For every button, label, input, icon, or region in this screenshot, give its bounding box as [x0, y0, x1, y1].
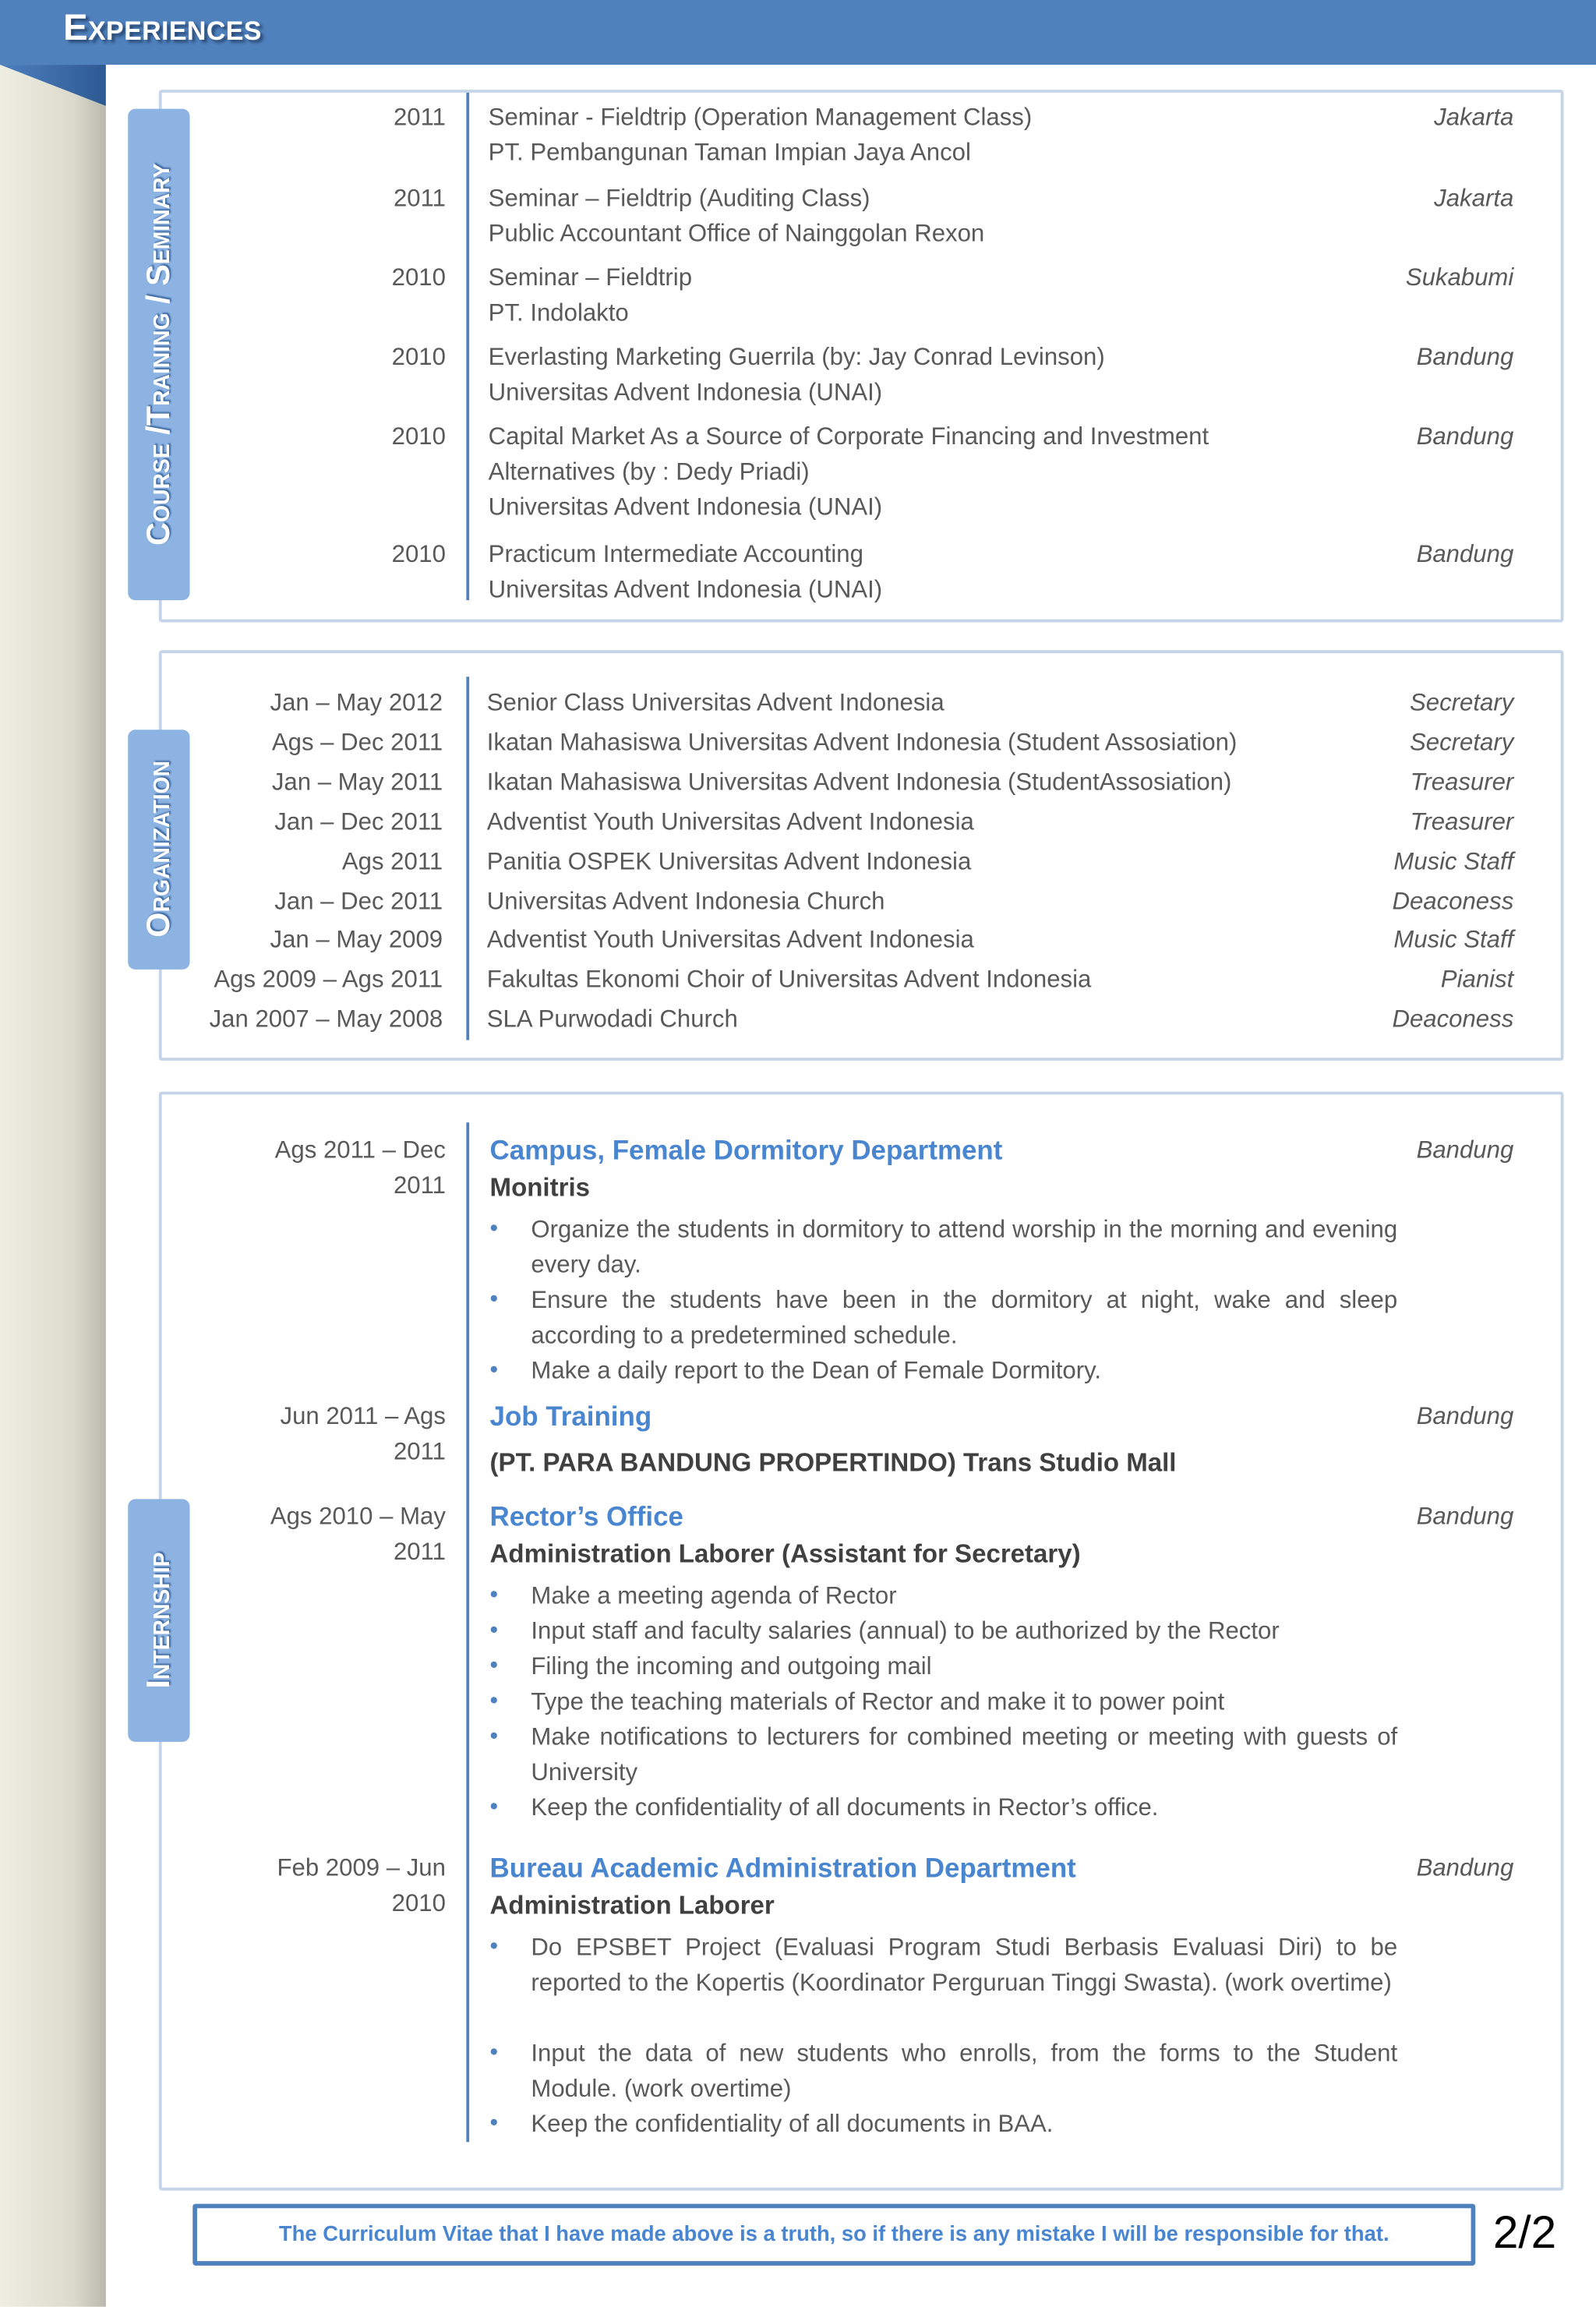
org-name: SLA Purwodadi Church	[486, 1006, 738, 1033]
bullet-icon: •	[489, 1618, 499, 1644]
intern-position: Administration Laborer	[489, 1890, 775, 1920]
course-location: Bandung	[1416, 423, 1514, 450]
course-line: PT. Pembangunan Taman Impian Jaya Ancol	[488, 140, 971, 167]
org-period: Ags 2009 – Ags 2011	[214, 966, 443, 994]
bullet-icon: •	[489, 1794, 499, 1820]
course-line: Universitas Advent Indonesia (UNAI)	[488, 576, 883, 603]
course-line: Capital Market As a Source of Corporate Financing and Investment	[488, 423, 1209, 450]
course-year: 2010	[391, 423, 446, 450]
org-name: Ikatan Mahasiswa Universitas Advent Indonesia (Student Assosiation)	[486, 730, 1238, 756]
org-name: Adventist Youth Universitas Advent Indonesia	[486, 808, 974, 836]
course-line: Seminar – Fieldtrip (Auditing Class)	[488, 185, 870, 212]
organization-divider	[466, 677, 469, 1040]
org-role: Pianist	[1440, 966, 1514, 994]
intern-period: Ags 2011 – Dec	[274, 1137, 446, 1164]
intern-period: 2011	[393, 1439, 446, 1466]
intern-bullet: Ensure the students have been in the dormitory at night, wake and sleep according to a predetermined schedule.	[531, 1287, 1398, 1349]
course-location: Sukabumi	[1405, 264, 1514, 291]
intern-title: Rector’s Office	[489, 1500, 683, 1532]
intern-bullet: Input staff and faculty salaries (annual) to be authorized by the Rector	[531, 1618, 1280, 1645]
bullet-icon: •	[489, 1217, 499, 1242]
org-name: Senior Class Universitas Advent Indonesia	[486, 690, 945, 717]
intern-bullet: Make a daily report to the Dean of Female Dormitory.	[531, 1358, 1102, 1385]
course-line: Practicum Intermediate Accounting	[488, 541, 863, 568]
org-name: Universitas Advent Indonesia Church	[486, 888, 885, 915]
intern-title: Bureau Academic Administration Department	[489, 1852, 1076, 1884]
course-line: Everlasting Marketing Guerrila (by: Jay Conrad Levinson)	[488, 344, 1105, 371]
org-period: Jan – May 2012	[270, 690, 443, 717]
intern-period: 2010	[391, 1890, 446, 1917]
org-role: Music Staff	[1393, 927, 1514, 954]
intern-period: 2011	[393, 1539, 446, 1566]
intern-bullet: Input the data of new students who enrolls, from the forms to the Student Module. (work overtime)	[531, 2040, 1398, 2103]
bullet-icon: •	[489, 1358, 499, 1383]
course-line: Public Accountant Office of Nainggolan Rexon	[488, 221, 985, 248]
course-year: 2010	[391, 344, 446, 371]
internship-divider	[466, 1122, 469, 2142]
intern-position: (PT. PARA BANDUNG PROPERTINDO) Trans Studio Mall	[489, 1447, 1177, 1478]
section-header	[0, 0, 1596, 65]
course-line: Alternatives (by : Dedy Priadi)	[488, 458, 810, 486]
intern-bullet: Keep the confidentiality of all documents in Rector’s office.	[531, 1794, 1159, 1821]
bullet-icon: •	[489, 2040, 499, 2066]
course-line: PT. Indolakto	[488, 300, 629, 327]
org-role: Music Staff	[1393, 848, 1514, 875]
intern-bullet: Type the teaching materials of Rector and make it to power point	[531, 1688, 1225, 1715]
org-period: Ags 2011	[341, 848, 443, 875]
org-role: Deaconess	[1392, 888, 1514, 915]
course-year: 2010	[391, 541, 446, 568]
org-role: Secretary	[1410, 730, 1514, 756]
org-period: Jan – May 2011	[271, 768, 443, 796]
intern-bullet: Organize the students in dormitory to attend worship in the morning and evening every day.	[531, 1217, 1398, 1279]
course-location: Jakarta	[1434, 104, 1514, 131]
org-role: Treasurer	[1410, 808, 1514, 836]
org-name: Fakultas Ekonomi Choir of Universitas Advent Indonesia	[486, 966, 1092, 994]
bullet-icon: •	[489, 1287, 499, 1312]
org-period: Jan 2007 – May 2008	[209, 1006, 443, 1033]
course-line: Seminar – Fieldtrip	[488, 264, 693, 291]
org-period: Jan – Dec 2011	[274, 808, 443, 836]
intern-title: Campus, Female Dormitory Department	[489, 1134, 1003, 1165]
org-name: Ikatan Mahasiswa Universitas Advent Indonesia (StudentAssosiation)	[486, 768, 1232, 796]
intern-location: Bandung	[1416, 1503, 1514, 1531]
course-line: Seminar - Fieldtrip (Operation Management Class)	[488, 104, 1033, 131]
intern-period: Jun 2011 – Ags	[280, 1403, 446, 1430]
intern-position: Administration Laborer (Assistant for Secretary)	[489, 1539, 1081, 1569]
org-role: Treasurer	[1410, 768, 1514, 796]
intern-bullet: Make notifications to lecturers for combined meeting or meeting with guests of University	[531, 1724, 1398, 1786]
intern-bullet: Do EPSBET Project (Evaluasi Program Studi Berbasis Evaluasi Diri) to be reported to the Kopertis (Koordinator Perguruan Tinggi Swasta). (work overtime)	[531, 1934, 1398, 1997]
internship-tab-label: Internship	[139, 1552, 177, 1689]
org-name: Panitia OSPEK Universitas Advent Indonesia	[486, 848, 972, 875]
org-period: Jan – Dec 2011	[274, 888, 443, 915]
organization-tab-label: Organization	[139, 761, 177, 938]
org-role: Secretary	[1410, 690, 1514, 717]
intern-period: 2011	[393, 1172, 446, 1199]
bullet-icon: •	[489, 1724, 499, 1750]
course-line: Universitas Advent Indonesia (UNAI)	[488, 379, 883, 406]
bullet-icon: •	[489, 1688, 499, 1715]
course-year: 2010	[391, 264, 446, 291]
courses-tab-label: Course /Training / Seminary	[139, 163, 177, 546]
statement-text: The Curriculum Vitae that I have made above is a truth, so if there is any mistake I will be responsible for that.	[278, 2223, 1389, 2247]
bullet-icon: •	[489, 1934, 499, 1960]
intern-location: Bandung	[1416, 1403, 1514, 1430]
courses-divider	[466, 93, 469, 600]
intern-title: Job Training	[489, 1400, 652, 1432]
course-location: Jakarta	[1434, 185, 1514, 212]
org-period: Ags – Dec 2011	[271, 730, 443, 756]
intern-location: Bandung	[1416, 1855, 1514, 1882]
course-year: 2011	[393, 104, 446, 131]
intern-bullet: Filing the incoming and outgoing mail	[531, 1653, 932, 1680]
intern-period: Ags 2010 – May	[270, 1503, 446, 1531]
intern-bullet: Keep the confidentiality of all documents in BAA.	[531, 2111, 1054, 2138]
org-role: Deaconess	[1392, 1006, 1514, 1033]
page-number: 2/2	[1492, 2206, 1557, 2259]
course-line: Universitas Advent Indonesia (UNAI)	[488, 494, 883, 521]
course-year: 2011	[393, 185, 446, 212]
statement-box	[192, 2204, 1475, 2266]
org-name: Adventist Youth Universitas Advent Indonesia	[486, 927, 974, 954]
bullet-icon: •	[489, 2111, 499, 2136]
page-title: Experiences	[63, 7, 262, 49]
bullet-icon: •	[489, 1583, 499, 1609]
intern-period: Feb 2009 – Jun	[277, 1855, 446, 1882]
bullet-icon: •	[489, 1653, 499, 1679]
intern-position: Monitris	[489, 1172, 591, 1203]
course-location: Bandung	[1416, 541, 1514, 568]
course-location: Bandung	[1416, 344, 1514, 371]
intern-bullet: Make a meeting agenda of Rector	[531, 1583, 897, 1609]
org-period: Jan – May 2009	[270, 927, 443, 954]
intern-location: Bandung	[1416, 1137, 1514, 1164]
left-decorative-strip	[0, 65, 106, 2307]
